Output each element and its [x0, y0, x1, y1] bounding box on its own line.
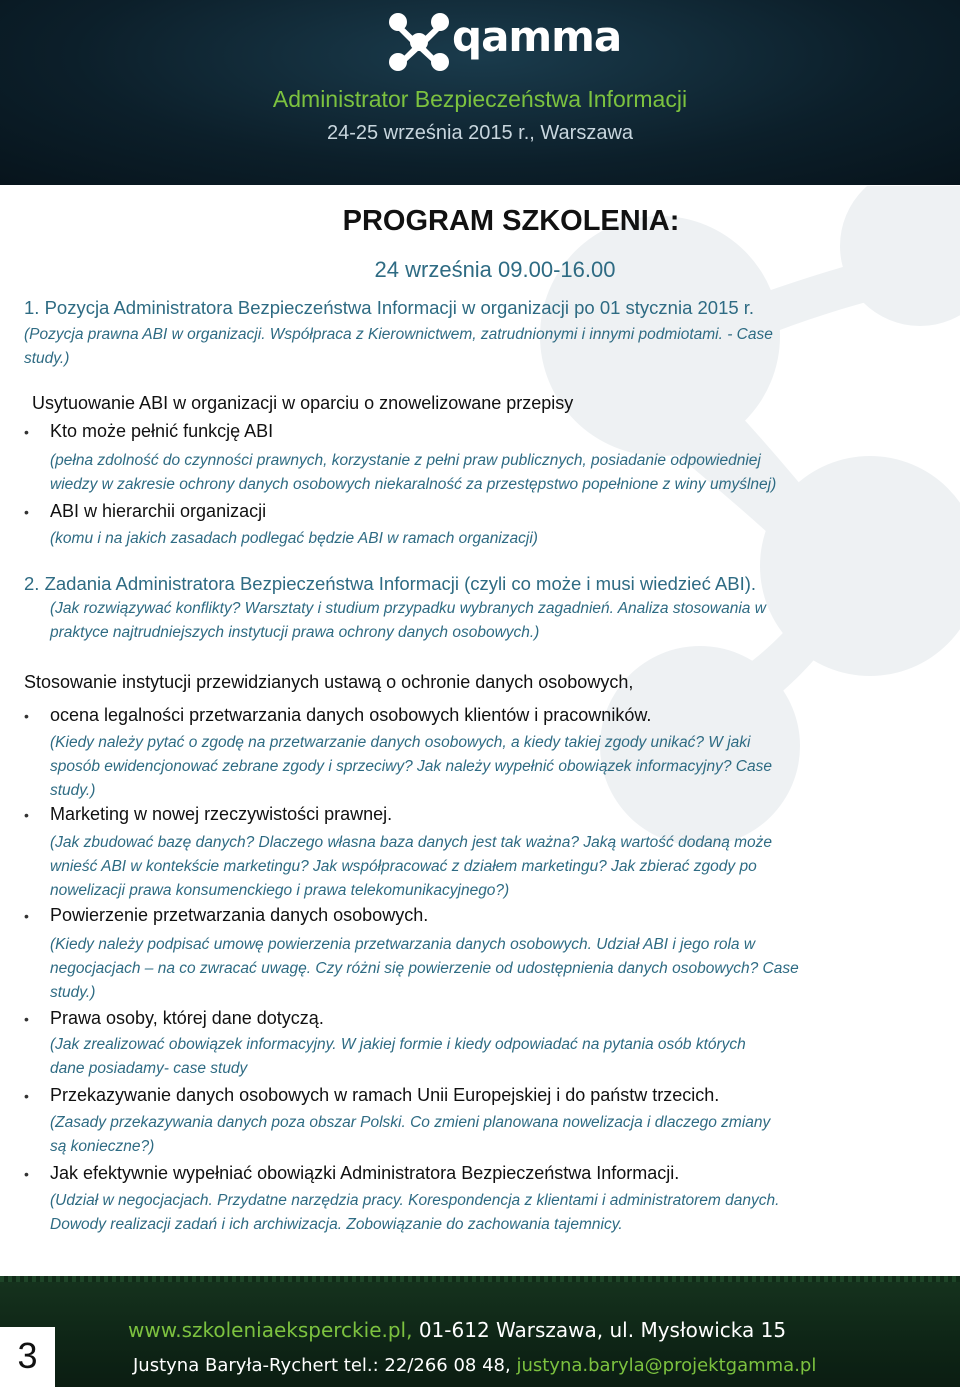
list-item — [20, 1008, 324, 1029]
list-item-note: (Udział w negocjacjach. Przydatne narzędzia pracy. Korespondencja z klientami i administratorem danych. — [50, 1192, 780, 1209]
list-item-note: (komu i na jakich zasadach podlegać będzie ABI w ramach organizacji) — [50, 530, 538, 547]
list-item — [20, 1085, 719, 1106]
website-link[interactable]: www.szkoleniaeksperckie.pl, — [128, 1318, 413, 1342]
bullet-icon: • — [24, 708, 29, 724]
list-item-note: Dowody realizacji zadań i ich archiwizacja. Zobowiązanie do zachowania tajemnicy. — [50, 1216, 623, 1233]
section-2-subheading: Stosowanie instytucji przewidzianych ustawą o ochronie danych osobowych, — [24, 672, 634, 692]
list-item-label: Kto może pełnić funkcję ABI — [50, 421, 274, 441]
bullet-icon: • — [24, 908, 29, 924]
bullet-icon: • — [24, 807, 29, 823]
bullet-icon: • — [24, 504, 29, 520]
list-item-label: Prawa osoby, której dane dotyczą. — [50, 1008, 324, 1028]
list-item-note: są konieczne?) — [50, 1138, 155, 1155]
bullet-icon: • — [24, 1088, 29, 1104]
list-item-note: study.) — [50, 782, 96, 799]
training-title: Administrator Bezpieczeństwa Informacji — [272, 86, 688, 112]
contact-email-link[interactable]: justyna.baryla@projektgamma.pl — [516, 1355, 817, 1376]
bullet-icon: • — [24, 1011, 29, 1027]
list-item-label: ocena legalności przetwarzania danych osobowych klientów i pracowników. — [50, 705, 652, 725]
footer-line-contact — [133, 1355, 816, 1376]
list-item-note: study.) — [50, 984, 96, 1001]
list-item-note: negocjacjach – na co zwracać uwagę. Czy różni się powierzenie od udostępnienia danych osobowych? Case — [50, 960, 799, 977]
program-date: 24 września 09.00-16.00 — [374, 257, 616, 282]
list-item-note: (Jak zbudować bazę danych? Dlaczego własna baza danych jest tak ważna? Jaką wartość dodaną może — [50, 834, 773, 851]
list-item — [20, 905, 428, 926]
section-1-note-line-1: (Pozycja prawna ABI w organizacji. Współpraca z Kierownictwem, zatrudnionymi i innymi podmiotami. - Case — [24, 326, 773, 343]
list-item — [20, 804, 392, 825]
section-2-note-line-2: praktyce najtrudniejszych instytucji prawa ochrony danych osobowych.) — [50, 624, 540, 641]
page-number: 3 — [0, 1327, 55, 1387]
list-item-note: dane posiadamy- case study — [50, 1060, 248, 1077]
list-item-note: (Kiedy należy podpisać umowę powierzenia przetwarzania danych osobowych. Udział ABI i jego rola w — [50, 936, 756, 953]
section-2-heading: 2. Zadania Administratora Bezpieczeństwa Informacji (czyli co może i musi wiedzieć ABI). — [24, 573, 757, 594]
list-item-label: ABI w hierarchii organizacji — [50, 501, 267, 521]
list-item-label: Przekazywanie danych osobowych w ramach Unii Europejskiej i do państw trzecich. — [50, 1085, 720, 1105]
list-item-note: (Jak zrealizować obowiązek informacyjny. W jakiej formie i kiedy odpowiadać na pytania osób których — [50, 1036, 746, 1053]
section-2-note-line-1: (Jak rozwiązywać konflikty? Warsztaty i studium przypadku wybranych zagadnień. Analiza stosowania w — [50, 600, 766, 617]
list-item-note: (Kiedy należy pytać o zgodę na przetwarzanie danych osobowych, a kiedy takiej zgody unikać? W jaki — [50, 734, 751, 751]
footer-line-website — [128, 1318, 786, 1342]
list-item-note: (pełna zdolność do czynności prawnych, korzystanie z pełni praw publicznych, posiadanie odpowiedniej — [50, 452, 761, 469]
list-item-label: Powierzenie przetwarzania danych osobowych. — [50, 905, 429, 925]
bullet-icon: • — [24, 424, 29, 440]
program-content — [0, 185, 960, 1275]
program-title: PROGRAM SZKOLENIA: — [342, 205, 680, 237]
list-item — [20, 501, 266, 522]
bullet-icon: • — [24, 1166, 29, 1182]
list-item-note: wnieść ABI w kontekście marketingu? Jak współpracować z działem marketingu? Jak zbierać zgody po — [50, 858, 757, 875]
list-item-note: nowelizacji prawa konsumenckiego i prawa telekomunikacyjnego?) — [50, 882, 510, 899]
section-1-heading: 1. Pozycja Administratora Bezpieczeństwa Informacji w organizacji po 01 stycznia 2015 r. — [24, 297, 755, 318]
list-item-note: sposób ewidencjonować zebrane zgody i sprzeciwy? Jak należy wypełnić obowiązek informacyjny? Case — [50, 758, 772, 775]
list-item — [20, 421, 273, 442]
header-banner — [0, 0, 960, 185]
list-item-note: (Zasady przekazywania danych poza obszar Polski. Co zmieni planowana nowelizacja i dlaczego zmiany — [50, 1114, 771, 1131]
section-1-subheading: Usytuowanie ABI w organizacji w oparciu o znowelizowane przepisy — [32, 393, 574, 413]
footer-address: 01-612 Warszawa, ul. Mysłowicka 15 — [412, 1318, 787, 1342]
logo-wordmark: qamma — [452, 12, 622, 61]
section-1-note-line-2: study.) — [24, 350, 70, 367]
contact-phone: tel.: 22/266 08 48, — [338, 1355, 517, 1376]
training-date: 24-25 września 2015 r., Warszawa — [326, 122, 634, 144]
list-item — [20, 705, 651, 726]
list-item — [20, 1163, 679, 1184]
contact-name: Justyna Baryła-Rychert — [133, 1355, 339, 1376]
list-item-label: Jak efektywnie wypełniać obowiązki Administratora Bezpieczeństwa Informacji. — [50, 1163, 680, 1183]
list-item-note: wiedzy w zakresie ochrony danych osobowych niekaralność za przestępstwo popełnione z winy umyślnej) — [50, 476, 777, 493]
list-item-label: Marketing w nowej rzeczywistości prawnej. — [50, 804, 393, 824]
